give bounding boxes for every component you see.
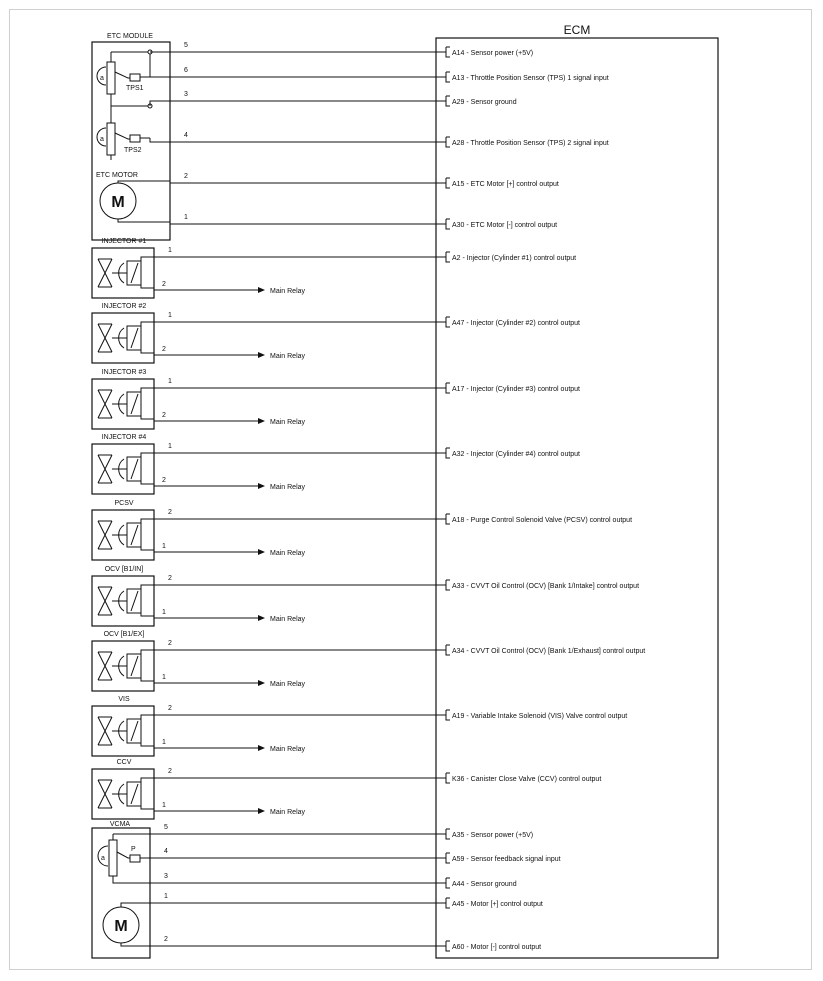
vcma-wire-0-ecm-label: A35 - Sensor power (+5V) (452, 832, 534, 839)
tps2-sensor (97, 106, 150, 160)
solenoid-bottom-pin: 2 (162, 281, 166, 288)
etc-motor-symbol: M (111, 194, 125, 211)
etc-wire-2-pin: 3 (184, 91, 188, 98)
solenoid-label: PCSV (114, 500, 134, 507)
solenoid-label: INJECTOR #3 (101, 369, 147, 376)
solenoid-0 (92, 238, 576, 298)
main-relay-label: Main Relay (270, 353, 306, 360)
tps1-label: TPS1 (126, 85, 144, 92)
valve-icon (98, 455, 112, 483)
solenoid-1-top-ecm-label: A47 - Injector (Cylinder #2) control output (452, 320, 581, 327)
main-relay-label: Main Relay (270, 419, 306, 426)
solenoid-bottom-pin: 1 (162, 739, 166, 746)
solenoid-bottom-pin: 1 (162, 543, 166, 550)
vcma-wire-4-pin: 2 (164, 936, 168, 943)
etc-wire-3-ecm-label: A28 - Throttle Position Sensor (TPS) 2 signal input (452, 140, 609, 147)
arrow-right-icon (258, 808, 265, 814)
etc-wire-2-terminal (446, 96, 450, 106)
solenoid-0-top-ecm-label: A2 - Injector (Cylinder #1) control output (452, 255, 577, 262)
tps2-label: TPS2 (124, 147, 142, 154)
vcma-wire-1-ecm-label: A59 - Sensor feedback signal input (452, 856, 561, 863)
solenoid-2 (92, 369, 580, 429)
ecm-box (436, 38, 718, 958)
solenoid-bottom-pin: 1 (162, 674, 166, 681)
solenoid-0-top-terminal (446, 252, 450, 262)
solenoid-6-top-pin: 2 (168, 640, 172, 647)
vcma-wire-3-ecm-label: A45 - Motor [+] control output (452, 901, 543, 908)
solenoid-2-top-terminal (446, 383, 450, 393)
vcma-box (92, 828, 150, 958)
arrow-right-icon (258, 483, 265, 489)
arrow-right-icon (258, 680, 265, 686)
main-relay-label: Main Relay (270, 746, 306, 753)
etc-wire-1-terminal (446, 72, 450, 82)
etc-wire-5-ecm-label: A30 - ETC Motor [-] control output (452, 222, 558, 229)
solenoid-bottom-pin: 1 (162, 802, 166, 809)
solenoid-8-top-ecm-label: K36 - Canister Close Valve (CCV) control output (452, 776, 602, 783)
etc-wire-0-ecm-label: A14 - Sensor power (+5V) (452, 50, 534, 57)
etc-wire-5-pin: 1 (184, 214, 188, 221)
solenoid-2-top-ecm-label: A17 - Injector (Cylinder #3) control output (452, 386, 581, 393)
vcma-wire-3-pin: 1 (164, 893, 168, 900)
valve-icon (98, 652, 112, 680)
vcma-label: VCMA (109, 821, 131, 828)
solenoid-7-top-ecm-label: A19 - Variable Intake Solenoid (VIS) Valve control output (452, 713, 628, 720)
vcma-wire-2-terminal (446, 878, 450, 888)
solenoid-5-top-pin: 2 (168, 575, 172, 582)
solenoid-bottom-pin: 2 (162, 412, 166, 419)
vcma-p-symbol: P (131, 846, 136, 853)
ecm-title: ECM (563, 23, 591, 37)
main-relay-label: Main Relay (270, 809, 306, 816)
etc-wire-3-terminal (446, 137, 450, 147)
solenoid-bottom-pin: 1 (162, 609, 166, 616)
solenoid-8-top-terminal (446, 773, 450, 783)
solenoid-7-top-terminal (446, 710, 450, 720)
solenoid-5-top-ecm-label: A33 - CVVT Oil Control (OCV) [Bank 1/Intake] control output (452, 583, 640, 590)
main-relay-label: Main Relay (270, 681, 306, 688)
solenoid-5-top-terminal (446, 580, 450, 590)
etc-motor (100, 181, 170, 222)
solenoid-6 (92, 631, 645, 691)
solenoid-3-top-ecm-label: A32 - Injector (Cylinder #4) control output (452, 451, 581, 458)
arrow-right-icon (258, 352, 265, 358)
solenoid-label: VIS (118, 696, 130, 703)
etc-wire-0-pin: 5 (184, 42, 188, 49)
solenoid-4-top-terminal (446, 514, 450, 524)
arrow-right-icon (258, 418, 265, 424)
valve-icon (98, 259, 112, 287)
valve-icon (98, 390, 112, 418)
vcma-wires (113, 824, 561, 951)
solenoid-label: CCV (116, 759, 132, 766)
valve-icon (98, 521, 112, 549)
main-relay-label: Main Relay (270, 484, 306, 491)
solenoid-7-top-pin: 2 (168, 705, 172, 712)
solenoid-label: OCV [B1/IN] (104, 566, 144, 573)
vcma-wire-4-ecm-label: A60 - Motor [-] control output (452, 944, 542, 951)
valve-icon (98, 324, 112, 352)
solenoid-1-top-terminal (446, 317, 450, 327)
solenoid-4 (92, 500, 632, 560)
arrow-right-icon (258, 549, 265, 555)
arrow-right-icon (258, 615, 265, 621)
solenoid-4-top-ecm-label: A18 - Purge Control Solenoid Valve (PCSV) control output (452, 517, 633, 524)
solenoid-bottom-pin: 2 (162, 477, 166, 484)
solenoid-bottom-pin: 2 (162, 346, 166, 353)
etc-module-label: ETC MODULE (107, 33, 153, 40)
main-relay-label: Main Relay (270, 288, 306, 295)
solenoid-2-top-pin: 1 (168, 378, 172, 385)
solenoid-4-top-pin: 2 (168, 509, 172, 516)
valve-icon (98, 780, 112, 808)
vcma-wire-3-terminal (446, 898, 450, 908)
vcma-wire-2-ecm-label: A44 - Sensor ground (452, 881, 517, 888)
solenoid-3-top-terminal (446, 448, 450, 458)
solenoid-8-top-pin: 2 (168, 768, 172, 775)
solenoid-6-top-terminal (446, 645, 450, 655)
vcma-motor (103, 903, 150, 946)
vcma-wire-2-pin: 3 (164, 873, 168, 880)
solenoid-6-top-ecm-label: A34 - CVVT Oil Control (OCV) [Bank 1/Exhaust] control output (452, 648, 646, 655)
etc-motor-label: ETC MOTOR (96, 172, 138, 179)
vcma-wire-0-terminal (446, 829, 450, 839)
main-relay-label: Main Relay (270, 550, 306, 557)
tps1-pot-symbol: a (100, 75, 104, 82)
etc-wire-4-pin: 2 (184, 173, 188, 180)
solenoid-label: INJECTOR #2 (101, 303, 147, 310)
valve-icon (98, 587, 112, 615)
vcma-wire-1-pin: 4 (164, 848, 168, 855)
solenoid-5 (92, 566, 639, 626)
etc-wire-4-ecm-label: A15 - ETC Motor [+] control output (452, 181, 559, 188)
solenoid-group (92, 238, 645, 819)
arrow-right-icon (258, 745, 265, 751)
solenoid-3-top-pin: 1 (168, 443, 172, 450)
solenoid-3 (92, 434, 580, 494)
etc-wire-5-terminal (446, 219, 450, 229)
solenoid-1-top-pin: 1 (168, 312, 172, 319)
tps1-sensor (97, 52, 150, 106)
etc-wire-1-ecm-label: A13 - Throttle Position Sensor (TPS) 1 signal input (452, 75, 609, 82)
valve-icon (98, 717, 112, 745)
arrow-right-icon (258, 287, 265, 293)
solenoid-1 (92, 303, 580, 363)
solenoid-8 (92, 759, 601, 819)
etc-wire-4-terminal (446, 178, 450, 188)
etc-wires (150, 42, 609, 229)
vcma-wire-0-pin: 5 (164, 824, 168, 831)
etc-wire-0-terminal (446, 47, 450, 57)
etc-wire-3-pin: 4 (184, 132, 188, 139)
vcma-pot-symbol: a (101, 855, 105, 862)
etc-wire-2-ecm-label: A29 - Sensor ground (452, 99, 517, 106)
solenoid-7 (92, 696, 627, 756)
vcma-wire-1-terminal (446, 853, 450, 863)
main-relay-label: Main Relay (270, 616, 306, 623)
solenoid-0-top-pin: 1 (168, 247, 172, 254)
solenoid-label: OCV [B1/EX] (103, 631, 145, 638)
solenoid-label: INJECTOR #1 (101, 238, 147, 245)
tps2-pot-symbol: a (100, 136, 104, 143)
vcma-wire-4-terminal (446, 941, 450, 951)
etc-wire-1-pin: 6 (184, 67, 188, 74)
vcma-motor-symbol: M (114, 918, 128, 935)
solenoid-label: INJECTOR #4 (101, 434, 147, 441)
